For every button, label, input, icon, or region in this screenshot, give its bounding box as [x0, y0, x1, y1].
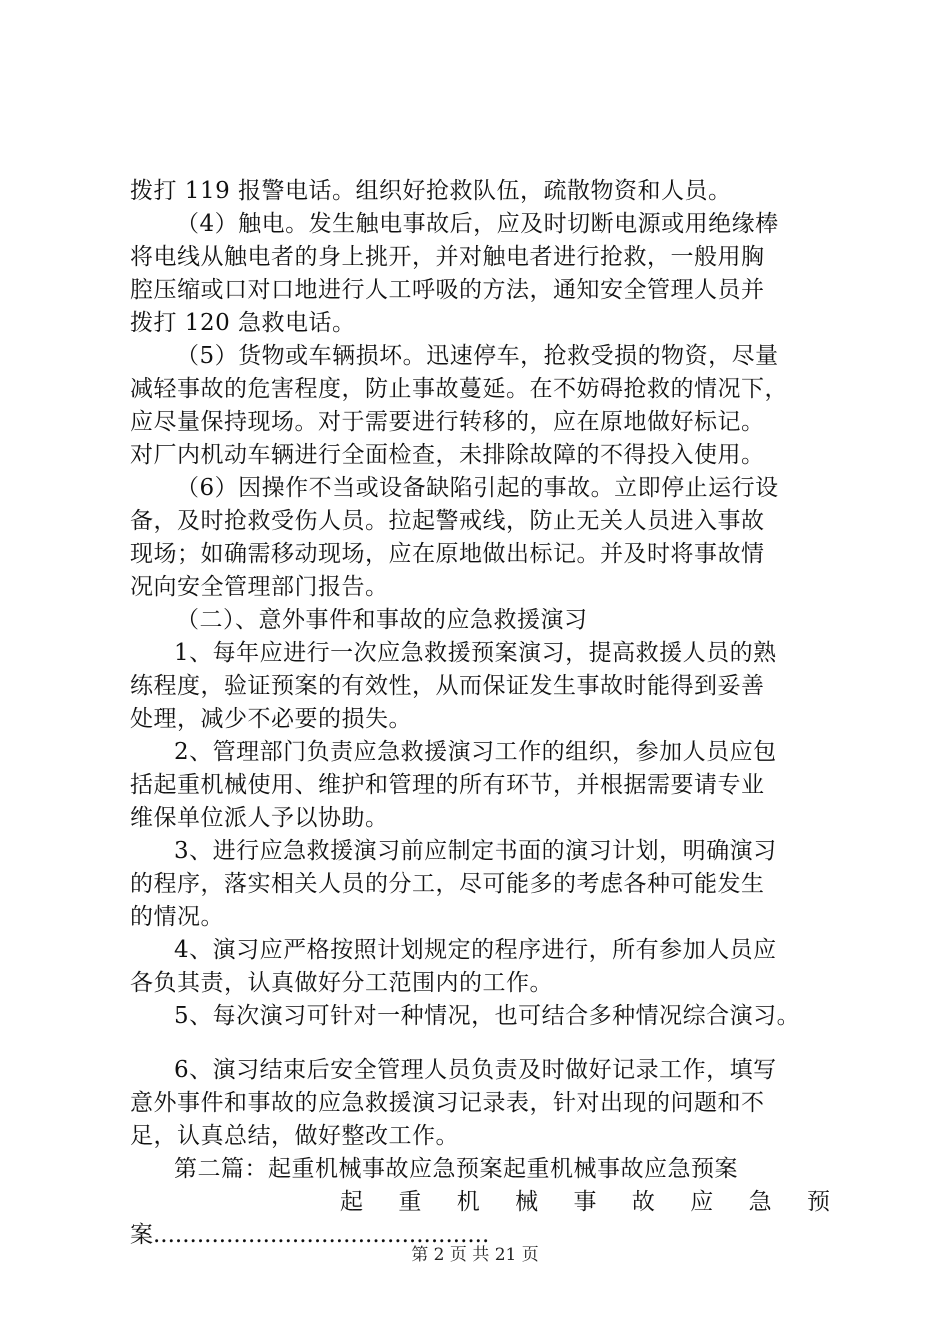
- text-line: 各负其责，认真做好分工范围内的工作。: [130, 970, 553, 996]
- toc-char: 事: [573, 1189, 597, 1215]
- text-line: 拨打 119 报警电话。组织好抢救队伍，疏散物资和人员。: [130, 178, 732, 204]
- text-line: 5、每次演习可针对一种情况，也可结合多种情况综合演习。: [174, 1003, 801, 1029]
- text-line: 应尽量保持现场。对于需要进行转移的，应在原地做好标记。: [130, 409, 765, 435]
- text-line: （5）货物或车辆损坏。迅速停车，抢救受损的物资，尽量: [176, 343, 779, 369]
- text-line: 维保单位派人予以协助。: [130, 805, 389, 831]
- page-footer: 第 2 页 共 21 页: [411, 1245, 539, 1265]
- text-line: 括起重机械使用、维护和管理的所有环节，并根据需要请专业: [130, 772, 765, 798]
- text-line: 腔压缩或口对口地进行人工呼吸的方法，通知安全管理人员并: [130, 277, 765, 303]
- toc-char: 机: [456, 1189, 480, 1215]
- chapter-title: 第二篇：起重机械事故应急预案起重机械事故应急预案: [174, 1156, 738, 1182]
- text-line: 意外事件和事故的应急救援演习记录表，针对出现的问题和不: [130, 1090, 765, 1116]
- toc-char: 预: [807, 1189, 830, 1215]
- toc-char: 急: [748, 1189, 772, 1215]
- toc-char: 重: [398, 1189, 422, 1215]
- text-line: （4）触电。发生触电事故后，应及时切断电源或用绝缘棒: [176, 211, 779, 237]
- text-line: 6、演习结束后安全管理人员负责及时做好记录工作，填写: [174, 1057, 777, 1083]
- toc-char: 起: [340, 1189, 363, 1215]
- toc-char: 故: [631, 1189, 655, 1215]
- text-line: 对厂内机动车辆进行全面检查，未排除故障的不得投入使用。: [130, 442, 765, 468]
- text-line: 足，认真总结，做好整改工作。: [130, 1123, 459, 1149]
- text-line: 1、每年应进行一次应急救援预案演习，提高救援人员的熟: [174, 640, 777, 666]
- toc-heading: [340, 1186, 830, 1219]
- text-line: 况向安全管理部门报告。: [130, 574, 389, 600]
- toc-char: 应: [690, 1189, 714, 1215]
- text-line: 的情况。: [130, 904, 224, 930]
- toc-char: 械: [515, 1189, 539, 1215]
- text-line: 将电线从触电者的身上挑开，并对触电者进行抢救，一般用胸: [130, 244, 765, 270]
- toc-line: 案..............................................: [130, 1222, 490, 1248]
- text-line: （6）因操作不当或设备缺陷引起的事故。立即停止运行设: [176, 475, 779, 501]
- text-line: 现场；如确需移动现场，应在原地做出标记。并及时将事故情: [130, 541, 765, 567]
- section-heading: （二）、意外事件和事故的应急救援演习: [176, 607, 588, 633]
- text-line: 处理，减少不必要的损失。: [130, 706, 412, 732]
- text-line: 2、管理部门负责应急救援演习工作的组织，参加人员应包: [174, 739, 777, 765]
- text-line: 3、进行应急救援演习前应制定书面的演习计划，明确演习: [174, 838, 777, 864]
- text-line: 练程度，验证预案的有效性，从而保证发生事故时能得到妥善: [130, 673, 765, 699]
- text-line: 备，及时抢救受伤人员。拉起警戒线，防止无关人员进入事故: [130, 508, 765, 534]
- text-line: 拨打 120 急救电话。: [130, 310, 356, 336]
- text-line: 减轻事故的危害程度，防止事故蔓延。在不妨碍抢救的情况下，: [130, 376, 788, 402]
- text-line: 的程序，落实相关人员的分工，尽可能多的考虑各种可能发生: [130, 871, 765, 897]
- text-line: 4、演习应严格按照计划规定的程序进行，所有参加人员应: [174, 937, 777, 963]
